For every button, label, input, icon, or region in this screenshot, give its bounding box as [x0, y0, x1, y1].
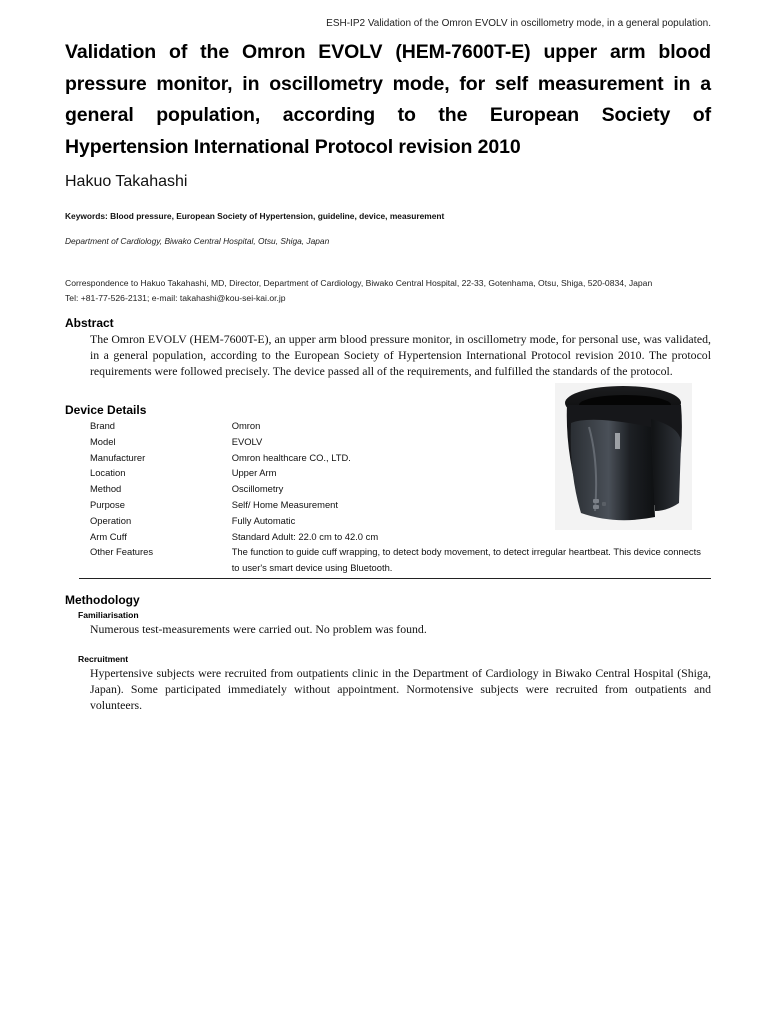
correspondence-address: Correspondence to Hakuo Takahashi, MD, Director, Department of Cardiology, Biwako Central Hospital, 22-33, Gotenhama, Otsu, Shiga, 520-0834, Japan: [65, 278, 653, 288]
detail-key: Method: [90, 483, 122, 495]
table-row: [79, 544, 711, 576]
recruitment-heading: Recruitment: [78, 654, 129, 664]
table-bottom-rule: [79, 578, 711, 579]
detail-key: Purpose: [90, 498, 125, 510]
detail-value: Fully Automatic: [231, 514, 296, 526]
detail-key: Model: [90, 435, 116, 447]
recruitment-text: Hypertensive subjects were recruited from outpatients clinic in the Department of Cardiology in Biwako Central Hospital (Shiga, Japan). Some participated immediately without appointment. Normotensive subjects were recruited from outpatients and volunteers.: [90, 666, 711, 712]
detail-key: Manufacturer: [90, 451, 146, 463]
table-row: [79, 497, 711, 513]
detail-value: Omron: [231, 420, 261, 431]
abstract-text: The Omron EVOLV (HEM-7600T-E), an upper arm blood pressure monitor, in oscillometry mode, for personal use, was validated, in a general population, according to the European Society of Hypertension International Protocol revision 2010. The protocol requirements were followed precisely. The device passed all of the requirements, and fulfilled the standards of the protocol.: [90, 332, 711, 378]
table-row: [79, 434, 711, 450]
correspondence-contact: Tel: +81-77-526-2131; e-mail: takahashi@kou-sei-kai.or.jp: [65, 293, 286, 303]
keywords: Keywords: Blood pressure, European Society of Hypertension, guideline, device, measurement: [65, 211, 445, 221]
detail-key: Operation: [90, 514, 132, 526]
table-row: [79, 513, 711, 529]
detail-value: EVOLV: [231, 435, 263, 447]
detail-key: Brand: [90, 420, 116, 431]
detail-value: The function to guide cuff wrapping, to detect body movement, to detect irregular heartbeat. This device connects to user's smart device using Bluetooth.: [231, 546, 701, 574]
detail-value: Self/ Home Measurement: [231, 498, 338, 510]
table-row: [79, 450, 711, 466]
author-name: Hakuo Takahashi: [65, 173, 188, 190]
detail-value: Upper Arm: [231, 467, 277, 479]
table-row: [79, 465, 711, 481]
familiarisation-text: Numerous test-measurements were carried out. No problem was found.: [90, 622, 427, 636]
detail-value: Standard Adult: 22.0 cm to 42.0 cm: [231, 530, 379, 542]
detail-key: Other Features: [90, 546, 154, 558]
table-row: [79, 418, 711, 434]
device-details-heading: Device Details: [65, 403, 147, 417]
detail-key: Location: [90, 467, 126, 479]
table-row: [79, 481, 711, 497]
detail-value: Oscillometry: [231, 483, 284, 495]
running-head: ESH-IP2 Validation of the Omron EVOLV in oscillometry mode, in a general population.: [326, 18, 711, 29]
table-row: [79, 529, 711, 545]
detail-value: Omron healthcare CO., LTD.: [231, 451, 351, 463]
methodology-heading: Methodology: [65, 593, 140, 607]
correspondence: [65, 276, 652, 306]
device-details-table: [79, 418, 711, 576]
abstract-heading: Abstract: [65, 316, 114, 330]
familiarisation-heading: Familiarisation: [78, 610, 139, 620]
detail-key: Arm Cuff: [90, 530, 127, 542]
affiliation: Department of Cardiology, Biwako Central Hospital, Otsu, Shiga, Japan: [65, 236, 330, 246]
paper-title: Validation of the Omron EVOLV (HEM-7600T-E) upper arm blood pressure monitor, in oscillometry mode, for self measurement in a general population, according to the European Society of Hypertension International Protocol revision 2010: [65, 41, 711, 158]
